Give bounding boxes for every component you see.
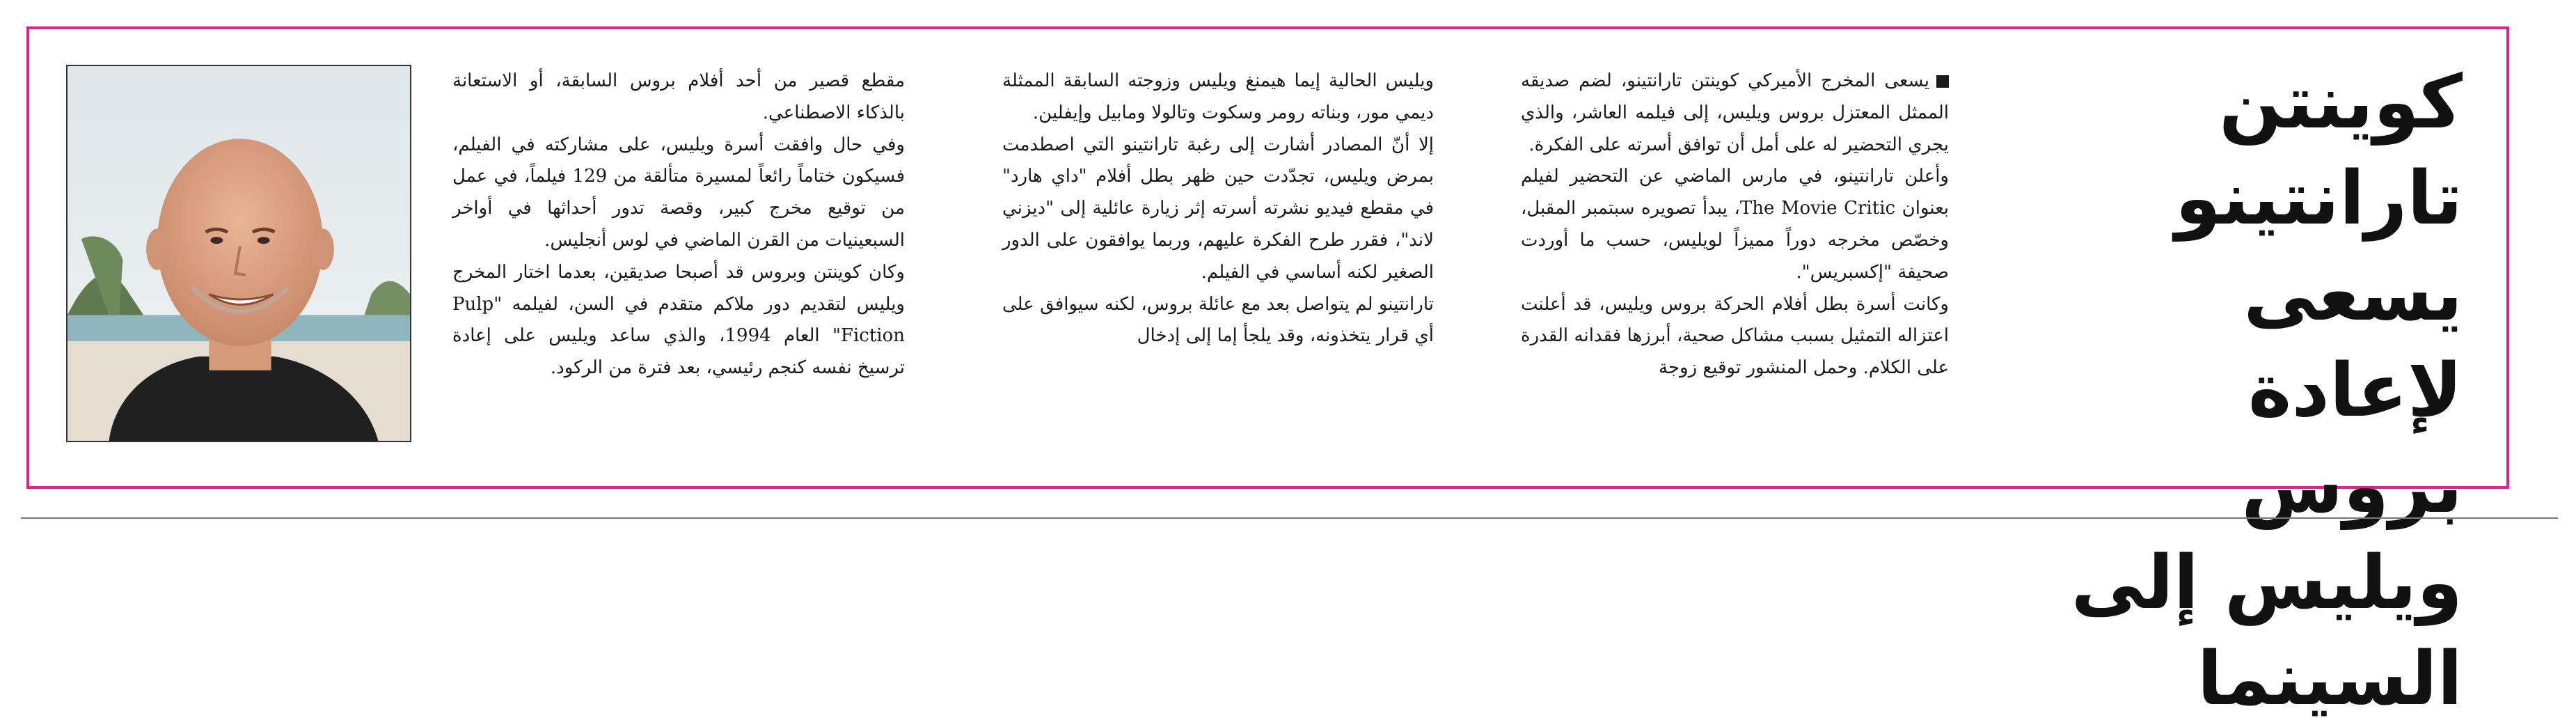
article-column-3 [452,65,905,384]
paragraph-4: ويليس الحالية إيما هيمنغ ويليس وزوجته السابقة الممثلة ديمي مور، وبناته رومر وسكوت وتالولا ومابيل وإيفلين. [1002,70,1434,123]
article-column-2 [1002,65,1434,352]
paragraph-3: وكانت أسرة بطل أفلام الحركة بروس ويليس، قد أعلنت اعتزاله التمثيل بسبب مشاكل صحية، أبرزها فقدانه القدرة على الكلام. وحمل المنشور توقيع زوجة [1521,293,1949,379]
paragraph-6: تارانتينو لم يتواصل بعد مع عائلة بروس، لكنه سيوافق على أي قرار يتخذونه، وقد يلجأ إما إلى إدخال [1002,293,1434,347]
paragraph-1 [1521,65,1949,161]
paragraph-1-text: يسعى المخرج الأميركي كوينتن تارانتينو، لضم صديقه الممثل المعتزل بروس ويليس، إلى فيلمه العاشر، والذي يجري التحضير له على أمل أن توافق أسرته على الفكرة. [1521,70,1949,155]
bullet-square-icon [1936,75,1949,88]
paragraph-8: وفي حال وافقت أسرة ويليس، على مشاركته في الفيلم، فسيكون ختاماً رائعاً لمسيرة متألقة من 129 فيلماً، في عمل من توقيع مخرج كبير، وقصة تدور أحداثها في أواخر السبعينيات من القرن الماضي في لوس أنجليس. [452,134,906,251]
portrait-photo [66,65,411,442]
paragraph-7: مقطع قصير من أحد أفلام بروس السابقة، أو الاستعانة بالذكاء الاصطناعي. [452,70,905,123]
portrait-illustration [68,66,410,441]
page-bottom-rule [21,517,2558,519]
article-headline: كوينتن تارانتينو يسعى لإعادة بروس ويليس إلى السينما [2071,59,2463,721]
paragraph-2: وأعلن تارانتينو، في مارس الماضي عن التحضير لفيلم بعنوان The Movie Critic، يبدأ تصويره سبتمبر المقبل، وخصّص مخرجه دوراً مميزاً لويليس، حسب ما أوردت صحيفة "إكسبريس". [1521,166,1949,283]
paragraph-5: إلا أنّ المصادر أشارت إلى رغبة تارانتينو التي اصطدمت بمرض ويليس، تجدّدت حين ظهر بطل أفلام "داي هارد" في مقطع فيديو نشرته أسرته إثر زيارة عائلية إلى "ديزني لاند"، فقرر طرح الفكرة عليهم، وربما يوافقون على الدور الصغير لكنه أساسي في الفيلم. [1002,134,1434,283]
paragraph-9: وكان كوينتن وبروس قد أصبحا صديقين، بعدما اختار المخرج ويليس لتقديم دور ملاكم متقدم في السن، لفيلمه "Pulp Fiction" العام 1994، والذي ساعد ويليس على إعادة ترسيخ نفسه كنجم رئيسي، بعد فترة من الركود. [452,261,906,379]
article-column-1 [1521,65,1949,384]
